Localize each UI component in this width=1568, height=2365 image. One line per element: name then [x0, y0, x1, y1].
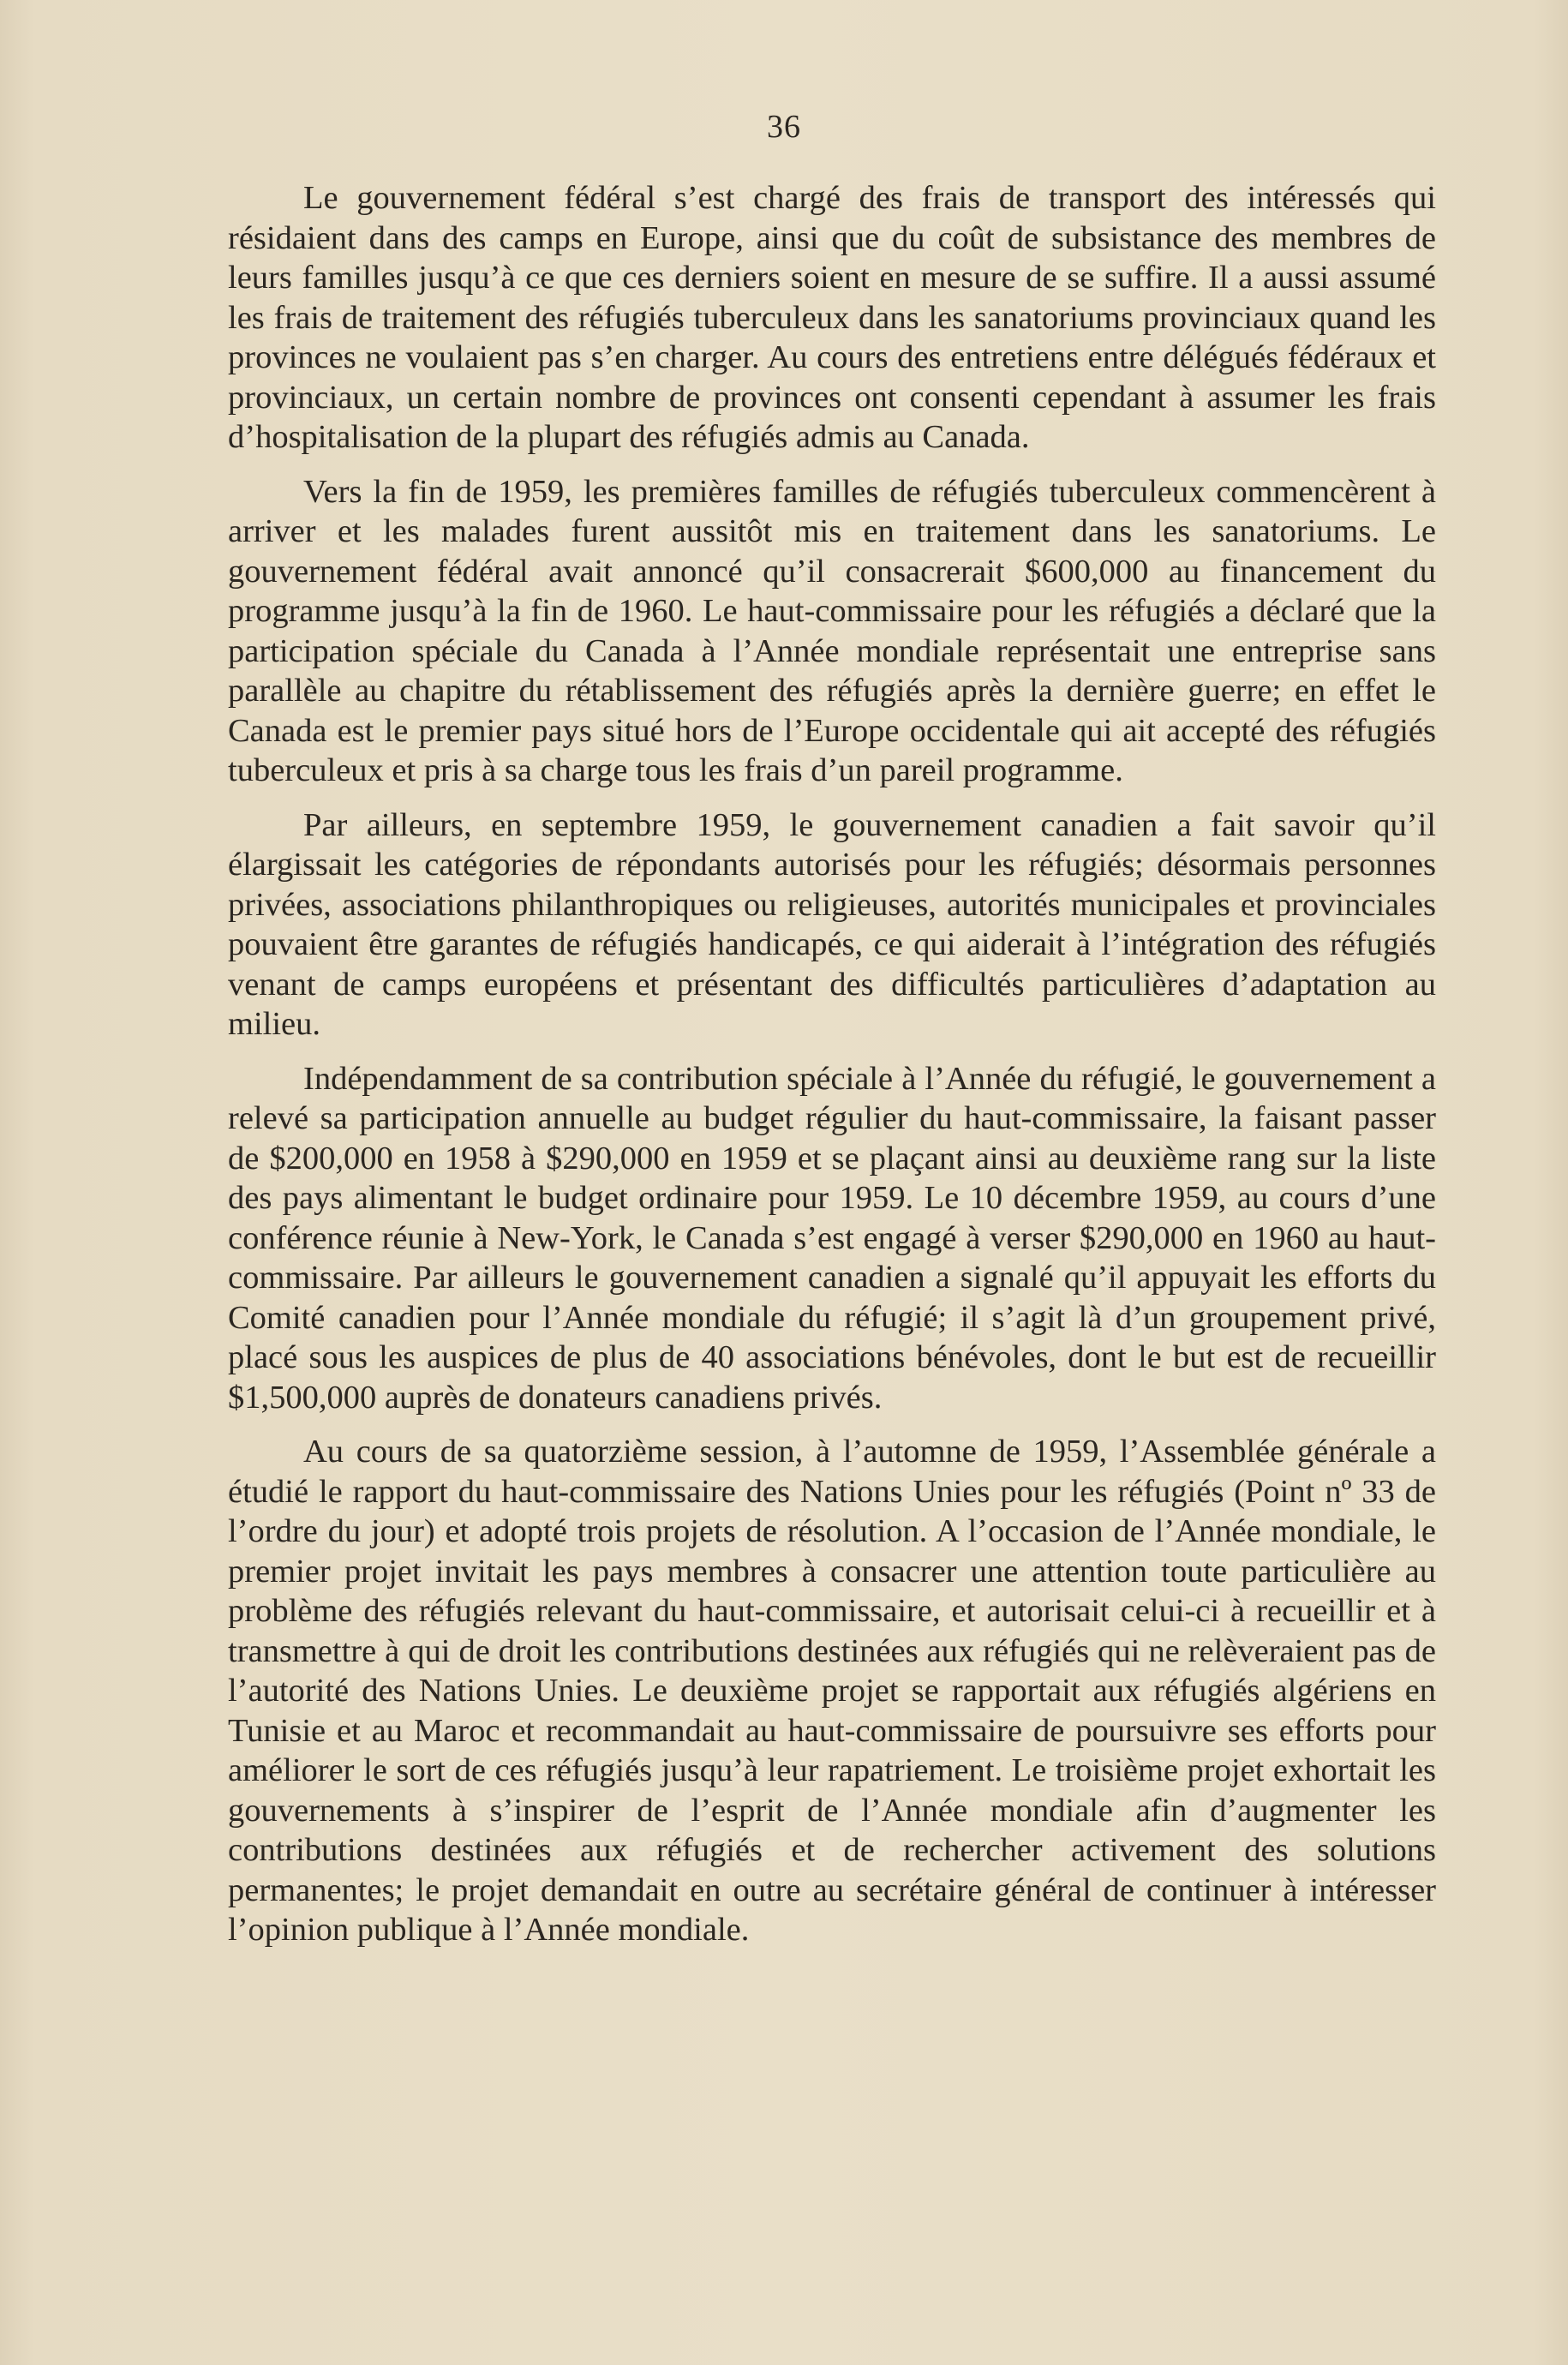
- page-number: 36: [767, 109, 801, 145]
- paragraph-sponsor-categories: Par ailleurs, en septembre 1959, le gouvernement canadien a fait savoir qu’il élargissait les catégories de répondants autorisés pour les réfugiés; désormais personnes privées, associations philanthropiques ou religieuses, autorités municipales et provinciales pouvaient être garantes de réfugiés handicapés, ce qui aiderait à l’intégration des réfugiés venant de camps européens et présentant des difficultés particulières d’adaptation au milieu.: [228, 806, 1436, 1042]
- paragraph-tuberculous-families: Vers la fin de 1959, les premières familles de réfugiés tuberculeux commencèrent à arriver et les malades furent aussitôt mis en traitement dans les sanatoriums. Le gouvernement fédéral avait annoncé qu’il consacrerait $600,000 au financement du programme jusqu’à la fin de 1960. Le haut-commissaire pour les réfugiés a déclaré que la participation spéciale du Canada à l’Année mondiale représentait une entreprise sans parallèle au chapitre du rétablissement des réfugiés après la dernière guerre; en effet le Canada est le premier pays situé hors de l’Europe occidentale qui ait accepté des réfugiés tuberculeux et pris à sa charge tous les frais d’un pareil programme.: [228, 473, 1436, 788]
- paragraph-annual-contribution: Indépendamment de sa contribution spéciale à l’Année du réfugié, le gouvernement a relevé sa participation annuelle au budget régulier du haut-commissaire, la faisant passer de $200,000 en 1958 à $290,000 en 1959 et se plaçant ainsi au deuxième rang sur la liste des pays alimentant le budget ordinaire pour 1959. Le 10 décembre 1959, au cours d’une conférence réunie à New-York, le Canada s’est engagé à verser $290,000 en 1960 au haut-commissaire. Par ailleurs le gouvernement canadien a signalé qu’il appuyait les efforts du Comité canadien pour l’Année mondiale du réfugié; il s’agit là d’un groupement privé, placé sous les auspices de plus de 40 associations bénévoles, dont le but est de recueillir $1,500,000 auprès de donateurs canadiens privés.: [228, 1060, 1436, 1416]
- paragraph-general-assembly: Au cours de sa quatorzième session, à l’automne de 1959, l’Assemblée générale a étudié le rapport du haut-commissaire des Nations Unies pour les réfugiés (Point nº 33 de l’ordre du jour) et adopté trois projets de résolution. A l’occasion de l’Année mondiale, le premier projet invitait les pays membres à consacrer une attention toute particulière au problème des réfugiés relevant du haut-commissaire, et autorisait celui-ci à recueillir et à transmettre à qui de droit les contributions destinées aux réfugiés qui ne relèveraient pas de l’autorité des Nations Unies. Le deuxième projet se rapportait aux réfugiés algériens en Tunisie et au Maroc et recommandait au haut-commissaire de poursuivre ses efforts pour améliorer le sort de ces réfugiés jusqu’à leur rapatriement. Le troisième projet exhortait les gouvernements à s’inspirer de l’esprit de l’Année mondiale afin d’augmenter les contributions destinées aux réfugiés et de rechercher activement des solutions permanentes; le projet demandait en outre au secrétaire général de continuer à intéresser l’opinion publique à l’Année mondiale.: [228, 1434, 1436, 1948]
- body-text: [228, 178, 1436, 1965]
- paragraph-transport-costs: Le gouvernement fédéral s’est chargé des frais de transport des intéressés qui résidaient dans des camps en Europe, ainsi que du coût de subsistance des membres de leurs familles jusqu’à ce que ces derniers soient en mesure de se suffire. Il a aussi assumé les frais de traitement des réfugiés tuberculeux dans les sanatoriums provinciaux quand les provinces ne voulaient pas s’en charger. Au cours des entretiens entre délégués fédéraux et provinciaux, un certain nombre de provinces ont consenti cependant à assumer les frais d’hospitalisation de la plupart des réfugiés admis au Canada.: [228, 180, 1436, 455]
